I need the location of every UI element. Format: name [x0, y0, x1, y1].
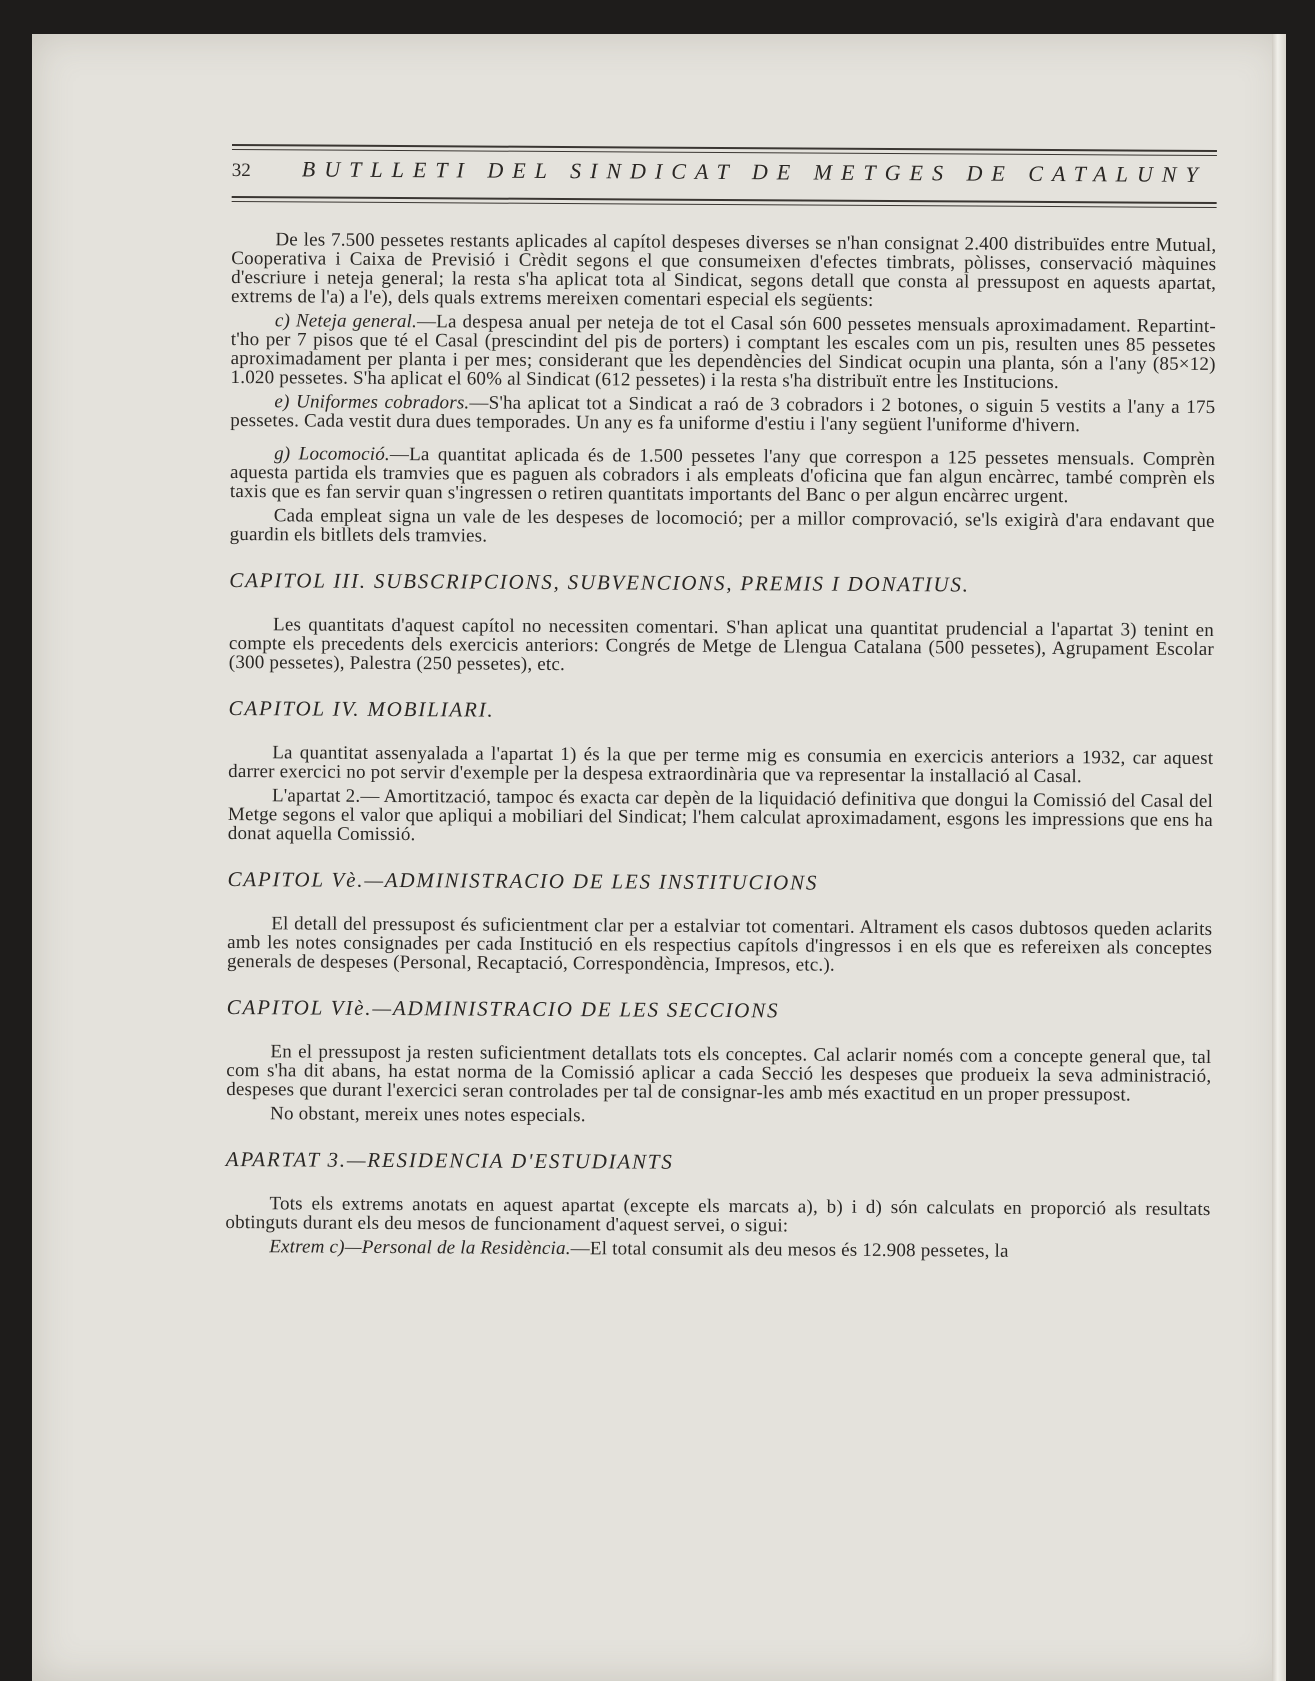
paragraph-apartat-3: Tots els extrems anotats en aquest apartat (excepte els marcats a), b) i d) són calculats en proporció als resultats obtinguts durant els deu mesos de funcionament d'aquest servei, o sigui:: [225, 1193, 1211, 1237]
item-text-c: —La despesa anual per neteja de tot el Casal són 600 pessetes mensuals aproximadament. Repartint-t'ho per 7 pisos que té el Casal (prescindint del pis de porters) i comptant les escales com un pis, resulten unes 85 pessetes aproximadament per planta i per mes; considerant que les dependències del Sindicat ocupin una planta, són a l'any (85×12) 1.020 pessetes. S'ha aplicat el 60% al Sindicat (612 pessetes) i la resta s'ha distribuït entre les Institucions.: [230, 311, 1216, 394]
paragraph-intro: De les 7.500 pessetes restants aplicades al capítol despeses diverses se n'han consignat 2.400 distribuïdes entre Mutual, Cooperativa i Caixa de Previsió i Crèdit segons el que consumeixen d'efectes timbrats, pòlisses, conservació màquines d'escriure i neteja general; la resta s'ha aplicat tota al Sindicat, segons detall que consta al pressupost en aquests apartat, extrems de l'a) a l'e), dels quals extrems mereixen comentari especial els següents:: [231, 229, 1217, 311]
item-label-g: g) Locomoció.: [274, 443, 390, 465]
item-text-e: —S'ha aplicat tot a Sindicat a raó de 3 cobradors i 2 botones, o siguin 5 vestits a l'any a 175 pessetes. Cada vestit dura dues temporades. Un any es fa uniforme d'estiu i l'any següent l'uniforme d'hivern.: [230, 392, 1216, 437]
paragraph-uniformes: [230, 392, 1215, 436]
paragraph-capitol-vi-1: En el pressupost ja resten suficientment detallats tots els conceptes. Cal aclarir només com a concepte general que, tal com s'ha dit abans, ha estat norma de la Comissió aplicar a cada Secció les despeses que produeix la seva administració, despeses que durant l'exercici seran controlades per tal de consignar-les amb més exactitud en un proper pressupost.: [226, 1041, 1212, 1106]
extrem-label: Extrem c)—Personal de la Residència.: [269, 1236, 571, 1260]
heading-capitol-vi: CAPITOL VIè.—ADMINISTRACIO DE LES SECCIONS: [226, 994, 780, 1023]
paragraph-extrem-c: [225, 1237, 1210, 1262]
heading-capitol-iii: CAPITOL III. SUBSCRIPCIONS, SUBVENCIONS, PREMIS I DONATIUS.: [229, 567, 970, 597]
paragraph-capitol-v: El detall del pressupost és suficientment clar per a estalviar tot comentari. Altrament els casos dubtosos queden aclarits amb les notes consignades per cada Institució en els respectius capítols d'ingressos i en els que es refereixen als conceptes generals de despeses (Personal, Recaptació, Correspondència, Impresos, etc.).: [226, 913, 1213, 976]
heading-capitol-iv: CAPITOL IV. MOBILIARI.: [228, 695, 495, 722]
paragraph-capitol-vi-2: No obstant, mereix unes notes especials.: [270, 1103, 586, 1127]
paragraph-neteja: [231, 311, 1216, 393]
paragraph-capitol-iv-2: L'apartat 2.— Amortització, tampoc és exacta car depèn de la liquidació definitiva que dongui la Comissió del Casal del Metge segons el valor que apliqui a mobiliari del Sindicat; l'hem calculat aproximadament, esgons les impressions que ens ha donat aquella Comissió.: [227, 785, 1214, 846]
item-label-e: e) Uniformes cobradors.: [274, 391, 470, 414]
paragraph-cada-empleat: Cada empleat signa un vale de les despeses de locomoció; per a millor comprovació, se'ls exigirà d'ara endavant que guardin els bitllets dels tramvies.: [229, 505, 1215, 547]
page-edge: [1272, 34, 1286, 1681]
extrem-text: —El total consumit als deu mesos és 12.908 pessetes, la: [570, 1238, 1009, 1262]
paragraph-capitol-iii: Les quantitats d'aquest capítol no necessiten comentari. S'han aplicat una quantitat prudencial a l'apartat 3) tenint en compte els precedents dels exercicis anteriors: Congrés de Metge de Llengua Catalana (500 pessetes), Agrupament Escolar (300 pessetes), Palestra (250 pessetes), etc.: [228, 614, 1215, 676]
heading-capitol-v: CAPITOL Vè.—ADMINISTRACIO DE LES INSTITUCIONS: [227, 866, 819, 895]
running-header: [232, 156, 1217, 196]
item-label-c: c) Neteja general.: [274, 310, 418, 333]
page-content: [225, 144, 1217, 1262]
document-page: [32, 34, 1286, 1681]
article-body: [225, 230, 1216, 1262]
item-text-g: —La quantitat aplicada és de 1.500 pessetes l'any que correspon a 125 pessetes mensuals. Comprèn aquesta partida els tramvies que es paguen als cobradors i als empleats d'oficina que fan algun encàrrec, també comprèn els taxis que es fan servir quan s'ingressen o retiren quantitats importants del Banc o per algun encàrrec urgent.: [229, 443, 1216, 508]
running-title: BUTLLETI DEL SINDICAT DE METGES DE CATALUNY: [301, 156, 1207, 187]
page-number: 32: [231, 159, 251, 182]
paragraph-locomocio: [230, 444, 1215, 507]
heading-apartat-3: APARTAT 3.—RESIDENCIA D'ESTUDIANTS: [225, 1146, 674, 1174]
paragraph-capitol-iv-1: La quantitat assenyalada a l'apartat 1) és la que per terme mig es consumia en exercicis anteriors a 1932, car aquest darrer exercici no pot servir d'exemple per la despesa extraordinària que va representar la installació al Casal.: [228, 742, 1214, 788]
